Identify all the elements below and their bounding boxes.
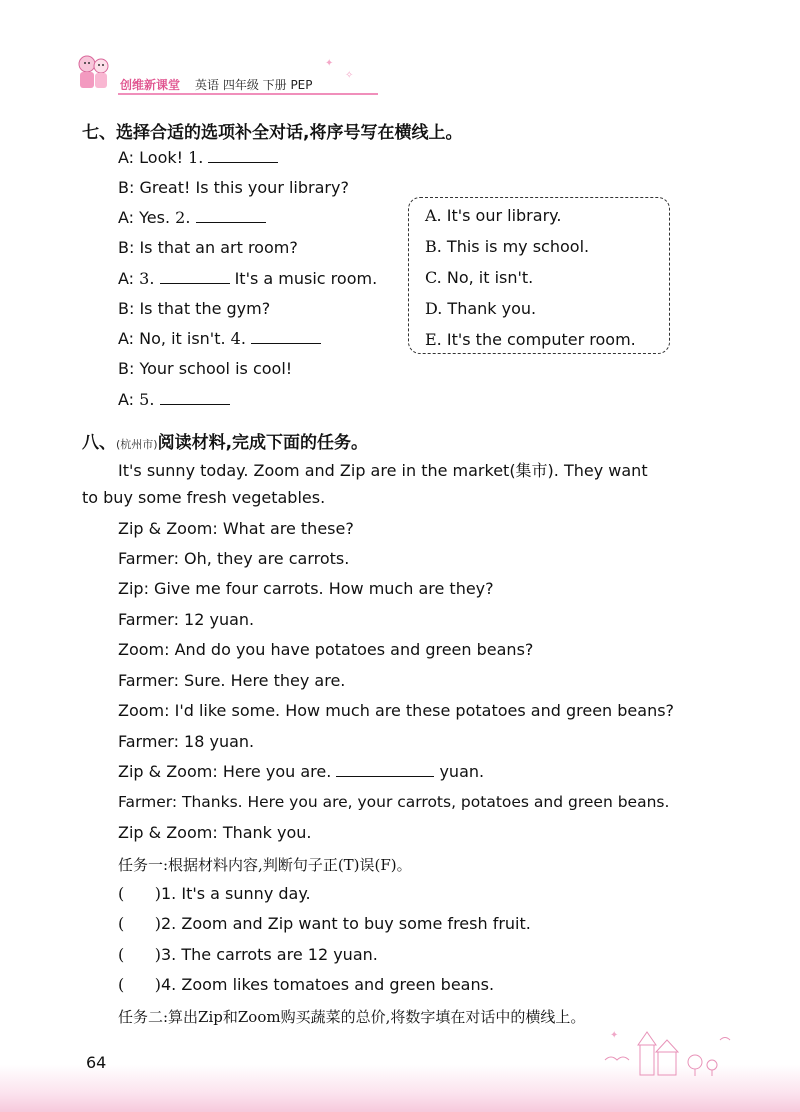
dialogue-line: Farmer: 18 yuan.: [118, 732, 255, 751]
dialogue-line-9: A: 5.: [118, 390, 230, 409]
answer-blank-3[interactable]: [160, 269, 230, 284]
option-b: B. This is my school.: [425, 237, 590, 256]
dialogue-line-3: A: Yes. 2.: [118, 208, 266, 227]
options-box: [408, 197, 670, 354]
option-e: E. It's the computer room.: [425, 330, 636, 349]
dialogue-line-5: A: 3. It's a music room.: [118, 269, 378, 288]
dialogue-line-7: A: No, it isn't. 4.: [118, 329, 321, 348]
option-d: D. Thank you.: [425, 299, 537, 318]
header-divider: [118, 93, 378, 95]
task-1-instruction: 任务一:根据材料内容,判断句子正(T)误(F)。: [118, 856, 412, 874]
kids-mascot-icon: [70, 50, 118, 98]
intro-line-1: It's sunny today. Zoom and Zip are in the market(集市). They want: [118, 461, 648, 480]
region-tag: (杭州市): [116, 438, 158, 451]
judgement-item-3: ( )3. The carrots are 12 yuan.: [118, 945, 378, 964]
dialogue-line: Zip & Zoom: What are these?: [118, 519, 354, 538]
judgement-item-1: ( )1. It's a sunny day.: [118, 884, 311, 903]
dialogue-line-total: Zip & Zoom: Here you are. yuan.: [118, 762, 485, 781]
judgement-item-4: ( )4. Zoom likes tomatoes and green beans.: [118, 975, 495, 994]
dialogue-line: Farmer: Oh, they are carrots.: [118, 549, 350, 568]
dialogue-line: Zip & Zoom: Thank you.: [118, 823, 312, 842]
judgement-item-2: ( )2. Zoom and Zip want to buy some fresh fruit.: [118, 914, 531, 933]
dialogue-line-2: B: Great! Is this your library?: [118, 178, 349, 197]
castle-decoration-icon: [600, 1020, 740, 1080]
dialogue-line-8: B: Your school is cool!: [118, 359, 293, 378]
task-2-instruction: 任务二:算出Zip和Zoom购买蔬菜的总价,将数字填在对话中的横线上。: [118, 1008, 586, 1026]
dialogue-line-6: B: Is that the gym?: [118, 299, 271, 318]
answer-paren[interactable]: ( ): [118, 975, 161, 994]
dialogue-line: Zip: Give me four carrots. How much are they?: [118, 579, 494, 598]
page-header: [70, 50, 770, 100]
intro-line-2: to buy some fresh vegetables.: [82, 488, 326, 507]
dialogue-line: Farmer: 12 yuan.: [118, 610, 255, 629]
answer-paren[interactable]: ( ): [118, 884, 161, 903]
answer-blank-4[interactable]: [251, 329, 321, 344]
section-8-title: 八、(杭州市)阅读材料,完成下面的任务。: [82, 433, 369, 453]
answer-blank-1[interactable]: [208, 148, 278, 163]
brand-title: 创维新课堂: [120, 78, 181, 92]
star-icon: ✧: [345, 70, 354, 81]
answer-blank-2[interactable]: [196, 208, 266, 223]
option-c: C. No, it isn't.: [425, 268, 534, 287]
dialogue-line-1: A: Look! 1.: [118, 148, 278, 167]
total-price-blank[interactable]: [336, 762, 434, 777]
answer-paren[interactable]: ( ): [118, 914, 161, 933]
option-a: A. It's our library.: [425, 206, 562, 225]
book-subject: 英语 四年级 下册 PEP: [195, 78, 313, 92]
section-7-title: 七、选择合适的选项补全对话,将序号写在横线上。: [82, 123, 463, 143]
svg-text:✦: ✦: [610, 1030, 619, 1041]
answer-blank-5[interactable]: [160, 390, 230, 405]
star-icon: ✦: [325, 58, 334, 69]
dialogue-line: Farmer: Sure. Here they are.: [118, 671, 346, 690]
page-number: 64: [86, 1053, 107, 1072]
answer-paren[interactable]: ( ): [118, 945, 161, 964]
dialogue-line: Zoom: And do you have potatoes and green beans?: [118, 640, 534, 659]
dialogue-line: Farmer: Thanks. Here you are, your carrots, potatoes and green beans.: [118, 793, 670, 811]
dialogue-line: Zoom: I'd like some. How much are these potatoes and green beans?: [118, 701, 675, 720]
dialogue-line-4: B: Is that an art room?: [118, 238, 298, 257]
